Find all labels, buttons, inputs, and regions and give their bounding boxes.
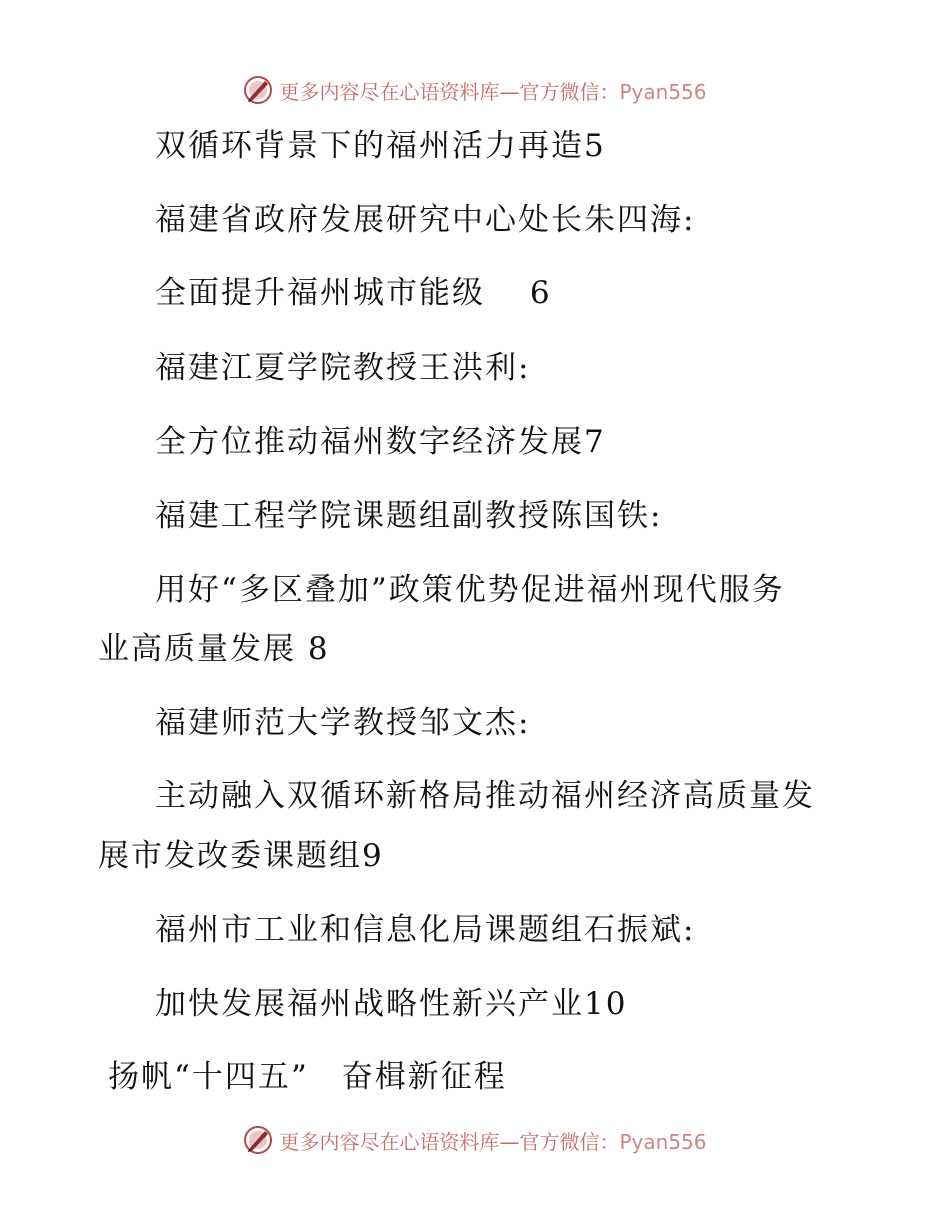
toc-line: 业高质量发展 8	[98, 631, 330, 667]
toc-line: 福建工程学院课题组副教授陈国铁:	[155, 498, 663, 534]
watermark-header	[0, 70, 950, 110]
toc-line: 福建省政府发展研究中心处长朱四海:	[155, 202, 696, 238]
toc-line: 主动融入双循环新格局推动福州经济高质量发	[155, 778, 815, 814]
toc-line: 加快发展福州战略性新兴产业10	[155, 986, 628, 1022]
toc-line: 用好“多区叠加”政策优势促进福州现代服务	[155, 572, 785, 608]
toc-line: 展市发改委课题组9	[98, 838, 384, 874]
quill-pen-icon	[243, 75, 273, 105]
toc-line: 福建江夏学院教授王洪利:	[155, 350, 531, 386]
quill-pen-icon	[243, 1125, 273, 1155]
watermark-id: Pyan556	[619, 1129, 707, 1154]
toc-line: 全面提升福州城市能级 6	[155, 275, 552, 311]
toc-line: 福建师范大学教授邹文杰:	[155, 705, 531, 741]
watermark-text: 更多内容尽在心语资料库—官方微信：	[279, 79, 620, 104]
watermark-text: 更多内容尽在心语资料库—官方微信：	[279, 1129, 620, 1154]
toc-line: 双循环背景下的福州活力再造5	[155, 128, 606, 164]
toc-line: 全方位推动福州数字经济发展7	[155, 424, 606, 460]
section-heading: 扬帆“十四五” 奋楫新征程	[108, 1059, 507, 1095]
watermark-footer	[0, 1120, 950, 1160]
toc-line: 福州市工业和信息化局课题组石振斌:	[155, 912, 696, 948]
watermark-id: Pyan556	[619, 79, 707, 104]
